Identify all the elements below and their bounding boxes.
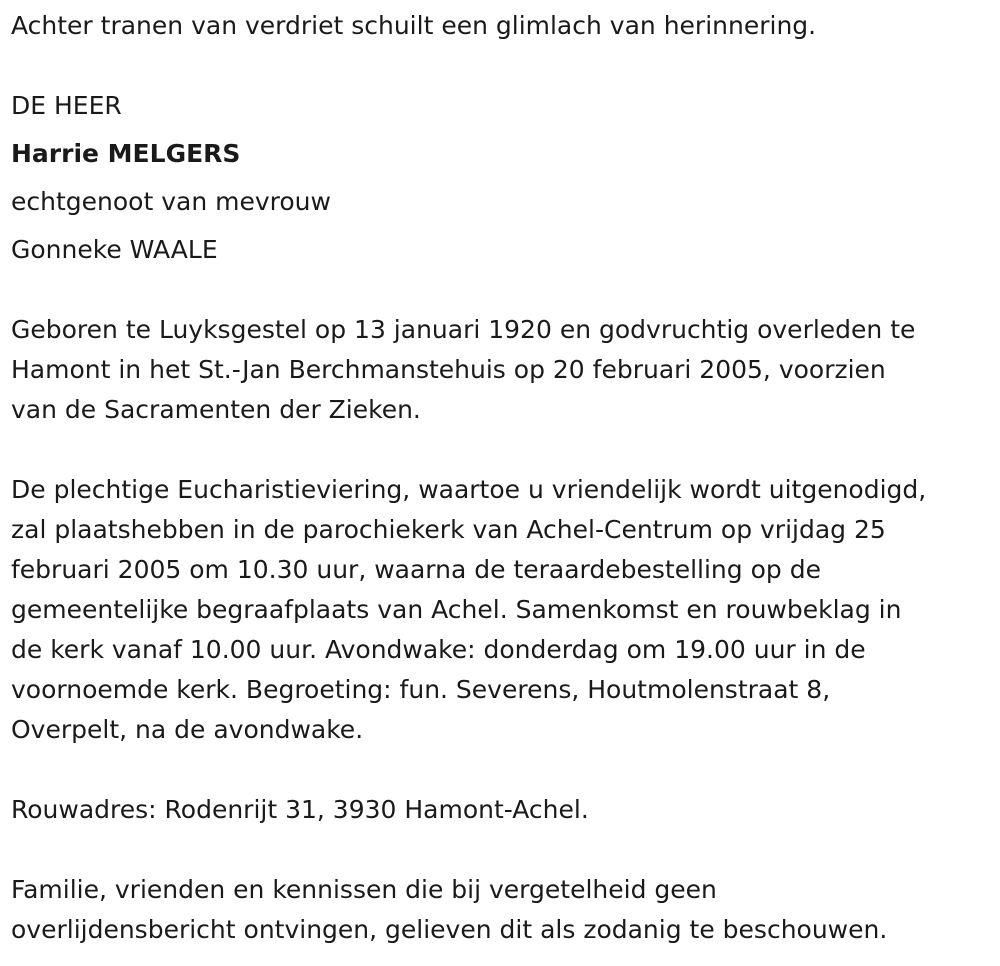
paragraph-line: Familie, vrienden en kennissen die bij vergetelheid geen: [11, 875, 717, 904]
paragraph-line: overlijdensbericht ontvingen, gelieven dit als zodanig te beschouwen.: [11, 915, 888, 944]
spouse-name: Gonneke WAALE: [11, 235, 218, 264]
mourning-address: Rouwadres: Rodenrijt 31, 3930 Hamont-Achel.: [11, 795, 589, 824]
paragraph-line: de kerk vanaf 10.00 uur. Avondwake: donderdag om 19.00 uur in de: [11, 635, 866, 664]
paragraph-line: zal plaatshebben in de parochiekerk van Achel-Centrum op vrijdag 25: [11, 515, 886, 544]
motto: Achter tranen van verdriet schuilt een glimlach van herinnering.: [11, 11, 817, 40]
birth-death-paragraph: [11, 310, 996, 430]
paragraph-line: De plechtige Eucharistieviering, waartoe u vriendelijk wordt uitgenodigd,: [11, 475, 927, 504]
spouse-relation: echtgenoot van mevrouw: [11, 187, 331, 216]
paragraph-line: van de Sacramenten der Zieken.: [11, 395, 421, 424]
paragraph-line: voornoemde kerk. Begroeting: fun. Severens, Houtmolenstraat 8,: [11, 675, 831, 704]
paragraph-line: gemeentelijke begraafplaats van Achel. Samenkomst en rouwbeklag in: [11, 595, 902, 624]
paragraph-line: Geboren te Luyksgestel op 13 januari 1920 en godvruchtig overleden te: [11, 315, 916, 344]
title-prefix: DE HEER: [11, 91, 122, 120]
paragraph-line: Overpelt, na de avondwake.: [11, 715, 364, 744]
closing-paragraph: [11, 870, 996, 950]
paragraph-line: februari 2005 om 10.30 uur, waarna de teraardebestelling op de: [11, 555, 821, 584]
paragraph-line: Hamont in het St.-Jan Berchmanstehuis op 20 februari 2005, voorzien: [11, 355, 886, 384]
ceremony-paragraph: [11, 470, 996, 750]
deceased-name: Harrie MELGERS: [11, 139, 241, 168]
